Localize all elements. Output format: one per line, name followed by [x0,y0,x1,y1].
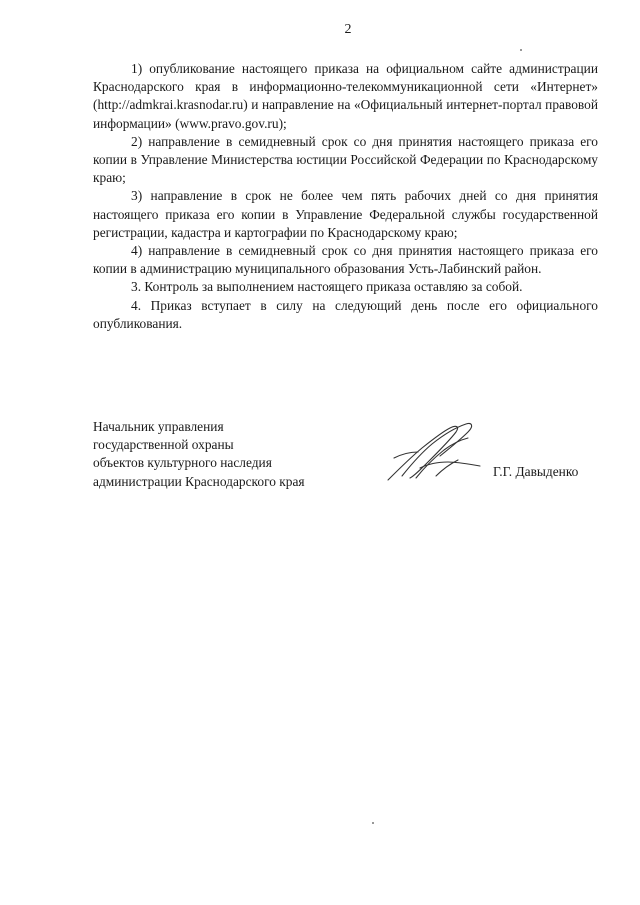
paragraph-control: 3. Контроль за выполнением настоящего приказа оставляю за собой. [131,279,523,295]
signatory-name: Г.Г. Давыденко [493,464,579,479]
paragraph-effective-date: 4. Приказ вступает в силу на следующий день после его официального опубликования. [93,297,598,331]
paragraph-municipal-administration: 4) направление в семидневный срок со дня принятия настоящего приказа его копии в администрацию муниципального образования Усть-Лабинский район. [93,243,598,277]
position-line: Начальник управления [93,419,224,434]
position-line: государственной охраны [93,437,234,453]
paragraph-publication: 1) опубликование настоящего приказа на официальном сайте администрации Краснодарского края в информационно-телекоммуникационной сети «Интернет» (http://admkrai.krasnodar.ru) и направление на «Официальный интернет-портал правовой информации» (www.pravo.gov.ru); [93,61,598,131]
scan-speck [520,49,522,51]
paragraph-ministry-of-justice: 2) направление в семидневный срок со дня принятия настоящего приказа его копии в Управление Министерства юстиции Российской Федерации по Краснодарскому краю; [93,133,598,186]
page-number: 2 [344,22,352,37]
handwritten-signature-image [380,418,490,488]
scan-speck [372,822,374,824]
position-line: объектов культурного наследия [93,455,272,471]
document-body [93,60,598,333]
signatory-position [93,418,305,491]
paragraph-federal-registration-service: 3) направление в срок не более чем пять рабочих дней со дня принятия настоящего приказа его копии в Управление Федеральной службы государственной регистрации, кадастра и картографии по Краснодарскому краю; [93,188,598,240]
position-line: администрации Краснодарского края [93,473,305,489]
